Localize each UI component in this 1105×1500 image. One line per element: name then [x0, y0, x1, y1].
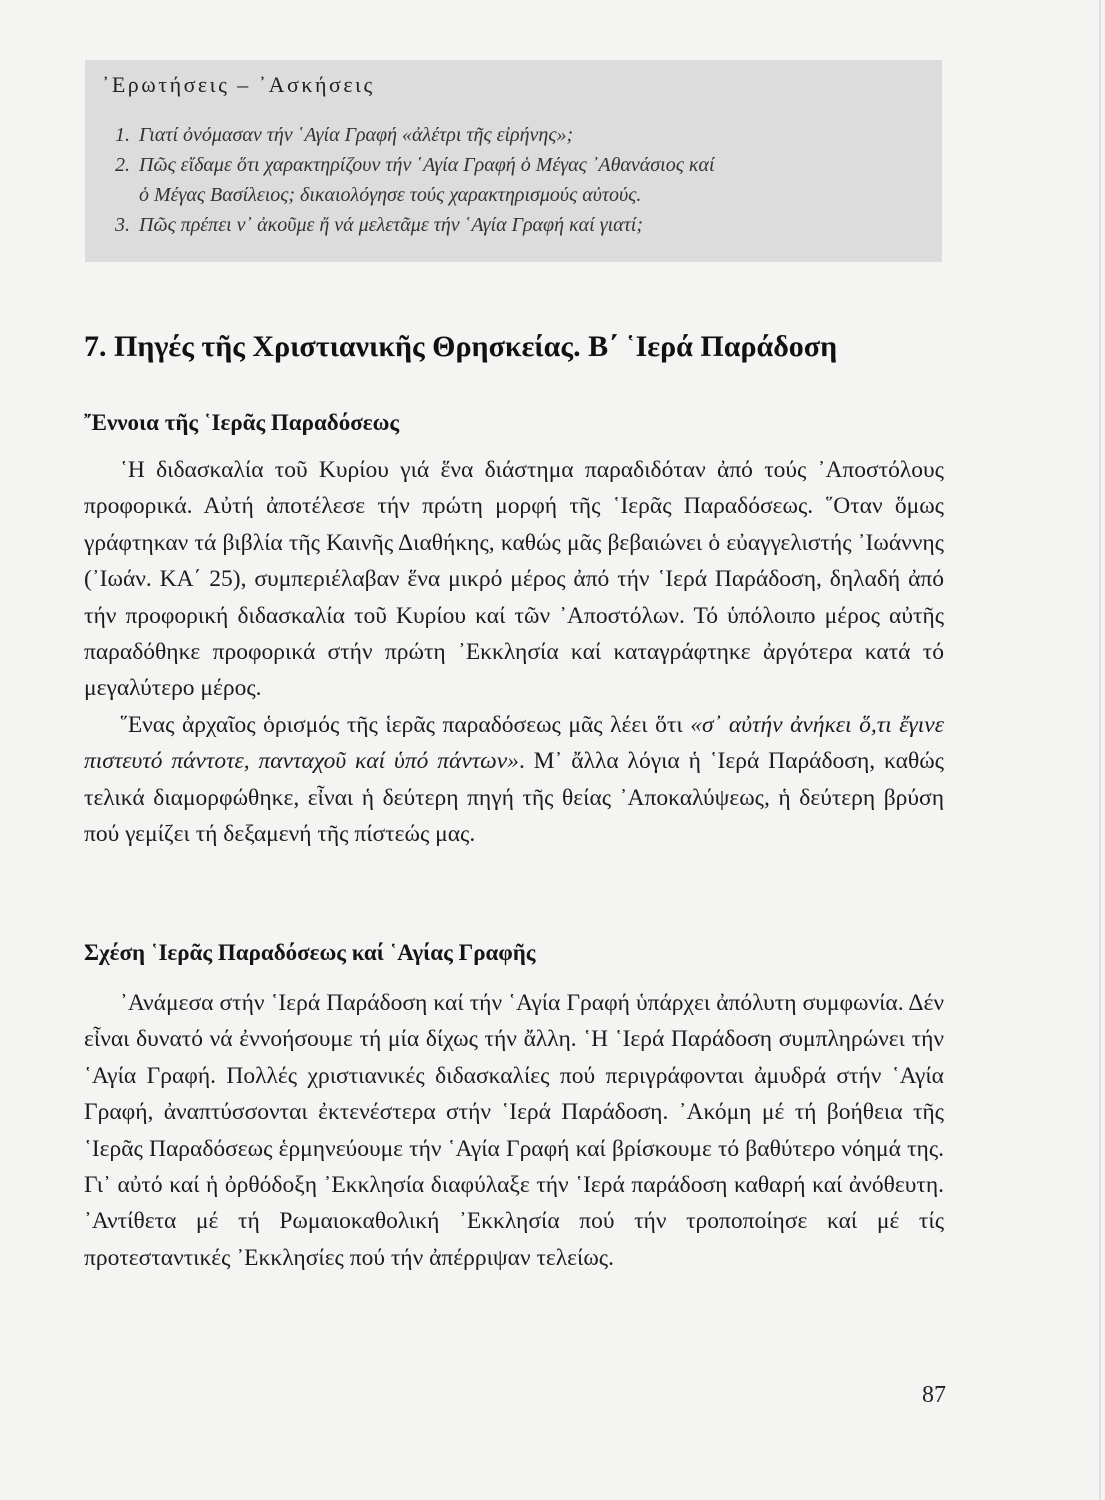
page-edge: [1099, 0, 1101, 1500]
exercise-text: Γιατί ὀνόμασαν τήν ῾Αγία Γραφή «ἀλέτρι τῆς εἰρήνης»;: [139, 124, 574, 146]
exercise-item: [115, 210, 915, 240]
page-number: 87: [922, 1382, 946, 1408]
paragraph: [84, 707, 944, 853]
exercises-title: ᾿Ερωτήσεις – ᾿Ασκήσεις: [102, 72, 375, 97]
section-heading: Σχέση ῾Ιερᾶς Παραδόσεως καί ῾Αγίας Γραφῆς: [84, 940, 536, 965]
exercise-list: [115, 120, 915, 240]
chapter-title: 7. Πηγές τῆς Χριστιανικῆς Θρησκείας. Β΄ ῾Ιερά Παράδοση: [84, 330, 838, 363]
paragraph-text: ῞Ενας ἀρχαῖος ὁρισμός τῆς ἱερᾶς παραδόσεως μᾶς λέει ὅτι: [120, 711, 691, 738]
exercise-number: 2.: [115, 154, 130, 176]
exercise-item: [115, 120, 915, 150]
exercise-text: Πῶς εἴδαμε ὅτι χαρακτηρίζουν τήν ῾Αγία Γραφή ὁ Μέγας ᾿Αθανάσιος καί: [139, 154, 715, 176]
exercise-item: [115, 150, 915, 210]
section-heading: ῎Εννοια τῆς ῾Ιερᾶς Παραδόσεως: [84, 410, 400, 435]
paragraph-text: . Μ᾿ ἄλλα λόγια ἡ ῾Ιερά Παράδοση, καθώς τελικά διαμορφώθηκε, εἶναι ἡ δεύτερη πηγή τῆς θείας ᾿Αποκαλύψεως, ἡ δεύτερη βρύση πού γεμίζει τή δεξαμενή τῆς πίστεώς μας.: [84, 748, 944, 848]
paragraph: ῾Η διδασκαλία τοῦ Κυρίου γιά ἕνα διάστημα παραδιδόταν ἀπό τούς ᾿Αποστόλους προφορικά. Αὐτή ἀποτέλεσε τήν πρώτη μορφή τῆς ῾Ιερᾶς Παραδόσεως. ῞Οταν ὅμως γράφτηκαν τά βιβλία τῆς Καινῆς Διαθήκης, καθώς μᾶς βεβαιώνει ὁ εὐαγγελιστής ᾿Ιωάννης (᾿Ιωάν. ΚΑ΄ 25), συμπεριέλαβαν ἕνα μικρό μέρος ἀπό τήν ῾Ιερά Παράδοση, δηλαδή ἀπό τήν προφορική διδασκαλία τοῦ Κυρίου καί τῶν ᾿Αποστόλων. Τό ὑπόλοιπο μέρος αὐτῆς παραδόθηκε προφορικά στήν πρώτη ᾿Εκκλησία καί καταγράφτηκε ἀργότερα κατά τό μεγαλύτερο μέρος.: [84, 457, 944, 702]
paragraph: ᾿Ανάμεσα στήν ῾Ιερά Παράδοση καί τήν ῾Αγία Γραφή ὑπάρχει ἀπόλυτη συμφωνία. Δέν εἶναι δυνατό νά ἐννοήσουμε τή μία δίχως τήν ἄλλη. ῾Η ῾Ιερά Παράδοση συμπληρώνει τήν ῾Αγία Γραφή. Πολλές χριστιανικές διδασκαλίες πού περιγράφονται ἀμυδρά στήν ῾Αγία Γραφή, ἀναπτύσσονται ἐκτενέστερα στήν ῾Ιερά Παράδοση. ᾿Ακόμη μέ τή βοήθεια τῆς ῾Ιερᾶς Παραδόσεως ἑρμηνεύουμε τήν ῾Αγία Γραφή καί βρίσκουμε τό βαθύτερο νόημά της. Γι᾿ αὐτό καί ἡ ὀρθόδοξη ᾿Εκκλησία διαφύλαξε τήν ῾Ιερά παράδοση καθαρή καί ἀνόθευτη. ᾿Αντίθετα μέ τή Ρωμαιοκαθολική ᾿Εκκλησία πού τήν τροποποίησε καί μέ τίς προτεσταντικές ᾿Εκκλησίες πού τήν ἀπέρριψαν τελείως.: [84, 990, 944, 1271]
section-body: [84, 985, 944, 1276]
exercise-text-continued: ὁ Μέγας Βασίλειος; δικαιολόγησε τούς χαρακτηρισμούς αὐτούς.: [139, 184, 642, 206]
exercise-number: 3.: [115, 214, 130, 236]
section-body: [84, 452, 944, 852]
quotation: «σ᾿ αὐτήν ἀνήκει ὅ,τι ἔγινε πιστευτό πάντοτε, πανταχοῦ καί ὑπό πάντων»: [84, 711, 944, 775]
exercise-number: 1.: [115, 124, 130, 146]
exercise-text: Πῶς πρέπει ν᾿ ἀκοῦμε ἤ νά μελετᾶμε τήν ῾Αγία Γραφή καί γιατί;: [139, 214, 644, 236]
